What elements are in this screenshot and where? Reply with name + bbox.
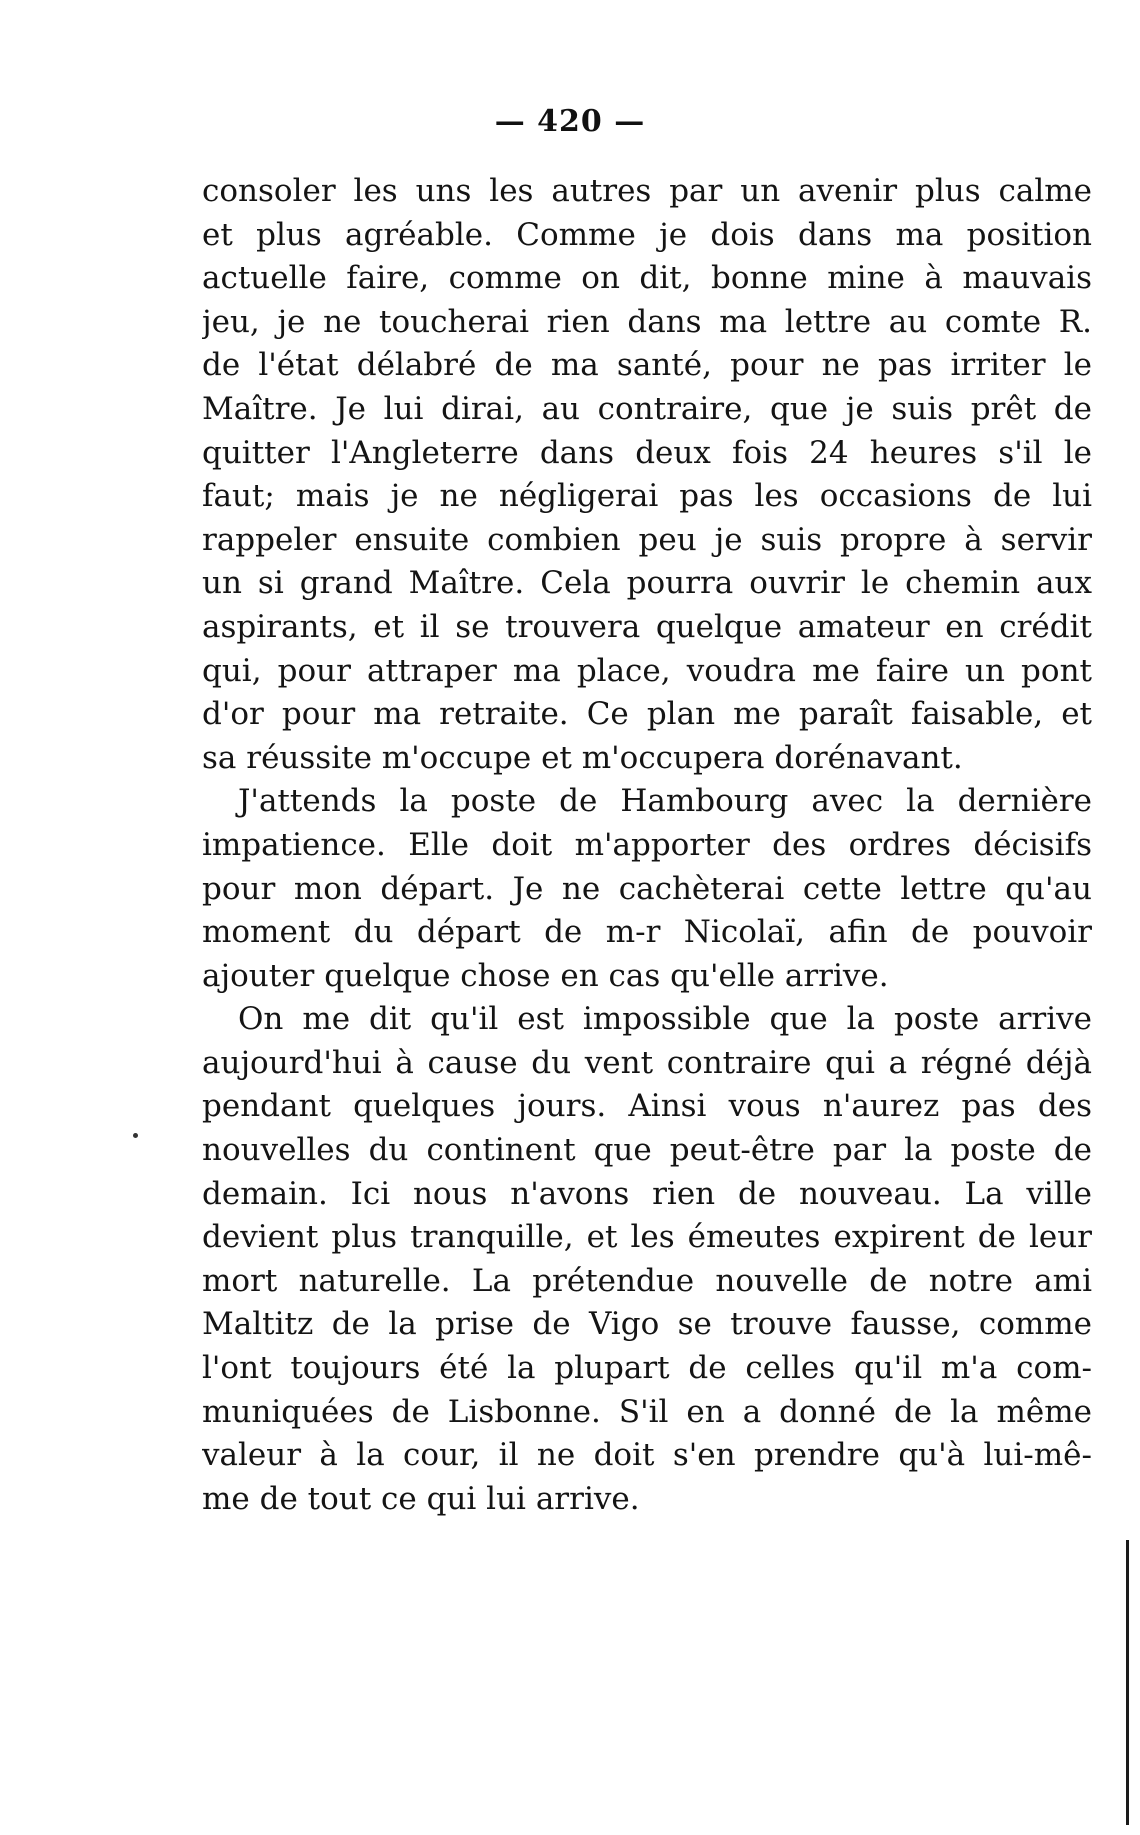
text-line: consoler les uns les autres par un avenir plus calme [202, 173, 1092, 209]
text-line: faut; mais je ne négligerai pas les occasions de lui [202, 478, 1092, 515]
text-line: ajouter quelque chose en cas qu'elle arrive. [202, 957, 889, 994]
text-line: moment du départ de m-r Nicolaï, afin de pouvoir [202, 914, 1092, 951]
text-line: pendant quelques jours. Ainsi vous n'aurez pas des [202, 1088, 1092, 1125]
text-line: et plus agréable. Comme je dois dans ma position [202, 216, 1092, 253]
text-line: rappeler ensuite combien peu je suis propre à servir [202, 521, 1092, 558]
text-line: un si grand Maître. Cela pourra ouvrir le chemin aux [202, 565, 1092, 602]
text-line: quitter l'Angleterre dans deux fois 24 heures s'il le [202, 434, 1092, 471]
text-line: qui, pour attraper ma place, voudra me faire un pont [202, 652, 1092, 689]
text-line: aujourd'hui à cause du vent contraire qui a régné déjà [202, 1044, 1092, 1081]
page-edge-shadow [1126, 1540, 1129, 1825]
text-line: aspirants, et il se trouvera quelque amateur en crédit [202, 608, 1092, 645]
text-line: impatience. Elle doit m'apporter des ordres décisifs [202, 826, 1092, 863]
text-line: d'or pour ma retraite. Ce plan me paraît faisable, et [202, 696, 1092, 733]
text-line: actuelle faire, comme on dit, bonne mine à mauvais [202, 260, 1092, 297]
text-line: sa réussite m'occupe et m'occupera dorénavant. [202, 739, 963, 776]
text-line: valeur à la cour, il ne doit s'en prendre qu'à lui-mê- [202, 1437, 1092, 1474]
text-line: Maltitz de la prise de Vigo se trouve fausse, comme [202, 1306, 1092, 1343]
text-line: nouvelles du continent que peut-être par la poste de [202, 1132, 1092, 1169]
text-line: demain. Ici nous n'avons rien de nouveau. La ville [202, 1175, 1092, 1212]
text-line: muniquées de Lisbonne. S'il en a donné de la même [202, 1393, 1092, 1430]
text-line: me de tout ce qui lui arrive. [202, 1480, 640, 1517]
page-number: — 420 — [494, 104, 646, 139]
text-line: devient plus tranquille, et les émeutes expirent de leur [202, 1219, 1092, 1256]
ink-speck [133, 1133, 138, 1138]
body-text [202, 170, 1092, 1521]
text-line: jeu, je ne toucherai rien dans ma lettre au comte R. [202, 303, 1092, 340]
text-line: Maître. Je lui dirai, au contraire, que je suis prêt de [202, 390, 1092, 427]
text-line: de l'état délabré de ma santé, pour ne pas irriter le [202, 347, 1092, 384]
text-line: l'ont toujours été la plupart de celles qu'il m'a com- [202, 1350, 1092, 1387]
text-line: On me dit qu'il est impossible que la poste arrive [238, 1001, 1092, 1038]
text-line: J'attends la poste de Hambourg avec la dernière [238, 783, 1092, 820]
text-line: mort naturelle. La prétendue nouvelle de notre ami [202, 1262, 1092, 1299]
text-line: pour mon départ. Je ne cachèterai cette lettre qu'au [202, 870, 1092, 907]
